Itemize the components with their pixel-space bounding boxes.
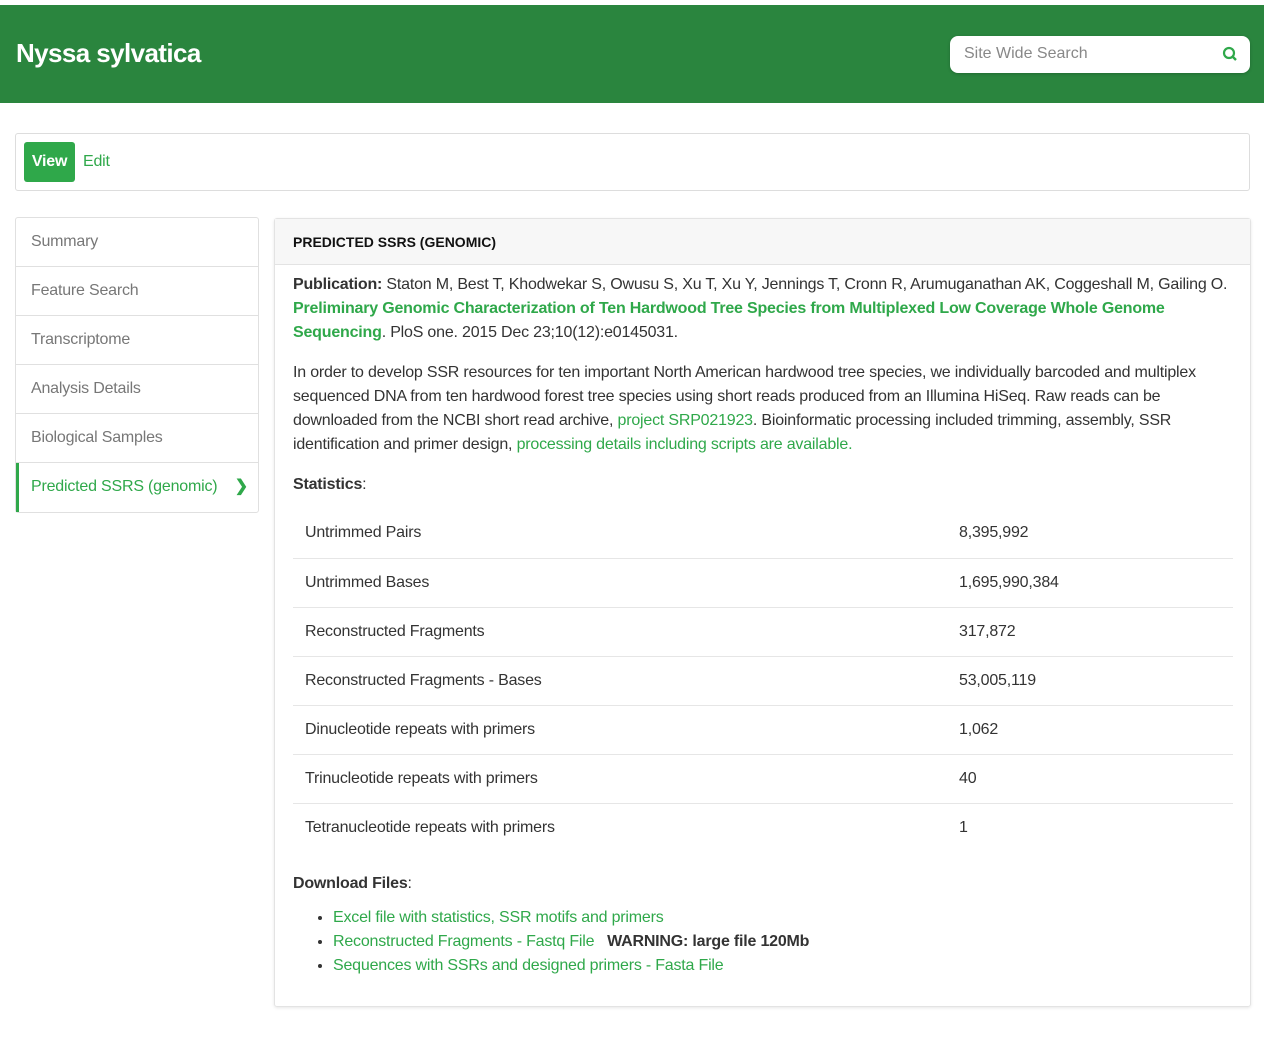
stat-name: Reconstructed Fragments - Bases <box>293 656 947 705</box>
publication-citation: PloS one. 2015 Dec 23;10(12):e0145031. <box>390 324 678 341</box>
excel-download-link[interactable]: Excel file with statistics, SSR motifs and primers <box>333 909 664 926</box>
project-link[interactable]: project SRP021923 <box>617 412 753 429</box>
site-search <box>950 36 1250 73</box>
publication-label: Publication: <box>293 276 383 293</box>
stat-name: Trinucleotide repeats with primers <box>293 754 947 803</box>
sidebar-item-predicted-ssrs[interactable] <box>16 463 258 512</box>
stat-value: 1,695,990,384 <box>947 558 1233 607</box>
list-item <box>333 906 1232 930</box>
table-row <box>293 607 1233 656</box>
description-text: . Bioinformatic processing included trimming, assembly, SSR identification and primer design, <box>293 412 1172 453</box>
downloads-label: Download Files <box>293 875 408 892</box>
sidebar <box>15 217 259 513</box>
downloads-heading: Download Files: <box>293 875 412 892</box>
sidebar-item-transcriptome[interactable]: Transcriptome <box>16 316 258 365</box>
stat-name: Untrimmed Bases <box>293 558 947 607</box>
list-item <box>333 930 1232 954</box>
view-edit-tabs <box>15 133 1250 191</box>
tab-view[interactable]: View <box>24 142 75 182</box>
content-panel <box>274 218 1251 1007</box>
fasta-download-link[interactable]: Sequences with SSRs and designed primers - Fasta File <box>333 957 724 974</box>
sidebar-item-analysis-details[interactable]: Analysis Details <box>16 365 258 414</box>
statistics-table <box>293 509 1233 852</box>
stat-name: Dinucleotide repeats with primers <box>293 705 947 754</box>
description-text: In order to develop SSR resources for ten important North American hardwood tree species, we individually barcoded and multiplex sequenced DNA from ten hardwood forest tree species using short reads produced from an Illumina HiSeq. Raw reads can be downloaded from the NCBI short read archive, <box>293 364 1196 429</box>
sidebar-item-feature-search[interactable]: Feature Search <box>16 267 258 316</box>
sidebar-item-label: Predicted SSRS (genomic) <box>31 478 218 495</box>
chevron-right-icon: ❯ <box>234 478 248 495</box>
statistics-heading: Statistics: <box>293 476 367 493</box>
stat-value: 53,005,119 <box>947 656 1233 705</box>
publication-title-link[interactable]: Preliminary Genomic Characterization of Ten Hardwood Tree Species from Multiplexed Low Coverage Whole Genome Sequencing <box>293 300 1165 341</box>
stat-name: Tetranucleotide repeats with primers <box>293 803 947 852</box>
table-row <box>293 656 1233 705</box>
search-icon[interactable] <box>1222 46 1238 62</box>
table-row <box>293 754 1233 803</box>
stat-value: 1,062 <box>947 705 1233 754</box>
warning-text: WARNING: large file 120Mb <box>607 933 810 950</box>
stat-name: Reconstructed Fragments <box>293 607 947 656</box>
stat-value: 1 <box>947 803 1233 852</box>
site-title: Nyssa sylvatica <box>16 38 201 68</box>
stat-value: 40 <box>947 754 1233 803</box>
table-row <box>293 705 1233 754</box>
panel-title: PREDICTED SSRS (GENOMIC) <box>275 219 1250 265</box>
fastq-download-link[interactable]: Reconstructed Fragments - Fastq File <box>333 933 595 950</box>
description <box>293 361 1232 457</box>
table-row <box>293 558 1233 607</box>
site-header <box>0 5 1264 103</box>
table-row <box>293 803 1233 852</box>
tab-edit[interactable]: Edit <box>83 153 110 170</box>
sidebar-item-biological-samples[interactable]: Biological Samples <box>16 414 258 463</box>
processing-details-link[interactable]: processing details including scripts are available. <box>516 436 853 453</box>
search-input[interactable] <box>962 44 1212 64</box>
publication-authors: Staton M, Best T, Khodwekar S, Owusu S, Xu T, Xu Y, Jennings T, Cronn R, Arumuganathan AK, Coggeshall M, Gailing O. <box>386 276 1228 293</box>
downloads-list <box>293 906 1232 978</box>
table-row <box>293 509 1233 558</box>
list-item <box>333 954 1232 978</box>
statistics-label: Statistics <box>293 476 363 493</box>
stat-value: 317,872 <box>947 607 1233 656</box>
sidebar-item-summary[interactable]: Summary <box>16 218 258 267</box>
publication: Publication: Staton M, Best T, Khodwekar S, Owusu S, Xu T, Xu Y, Jennings T, Cronn R, Arumuganathan AK, Coggeshall M, Gailing O. Preliminary Genomic Characterization of Ten Hardwood Tree Species from Multiplexed Low Coverage Whole Genome Sequencing. PloS one. 2015 Dec 23;10(12):e0145031. <box>293 276 1228 341</box>
stat-name: Untrimmed Pairs <box>305 524 422 542</box>
stat-value: 8,395,992 <box>959 524 1029 542</box>
